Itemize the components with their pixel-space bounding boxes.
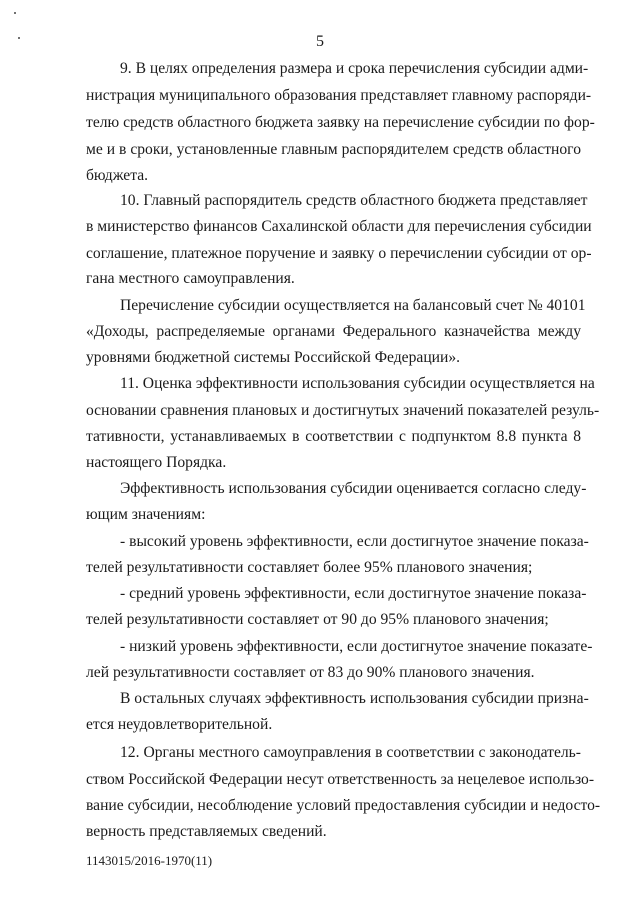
text-line: Перечисление субсидии осуществляется на балансовый счет № 40101: [120, 297, 586, 314]
text-line: телю средств областного бюджета заявку на перечисление субсидии по фор-: [86, 114, 595, 131]
text-line: соглашение, платежное поручение и заявку о перечислении субсидии от ор-: [86, 245, 592, 262]
text-line: тативности, устанавливаемых в соответствии с подпунктом 8.8 пункта 8: [86, 428, 581, 445]
scan-speck: [14, 12, 16, 14]
text-line: лей результативности составляет от 83 до 90% планового значения.: [86, 664, 535, 681]
text-line: телей результативности составляет от 90 до 95% планового значения;: [86, 611, 549, 628]
text-line: - низкий уровень эффективности, если достигнутое значение показате-: [120, 638, 593, 655]
page-number: 5: [316, 33, 324, 50]
text-line: Эффективность использования субсидии оценивается согласно следу-: [120, 480, 587, 497]
text-line: телей результативности составляет более 95% планового значения;: [86, 559, 533, 576]
text-line: 12. Органы местного самоуправления в соответствии с законодатель-: [120, 744, 581, 761]
text-line: ме и в сроки, установленные главным распорядителем средств областного: [86, 141, 581, 158]
text-line: уровнями бюджетной системы Российской Федерации».: [86, 349, 461, 366]
text-line: гана местного самоуправления.: [86, 270, 295, 287]
text-line: В остальных случаях эффективность использования субсидии призна-: [120, 690, 589, 707]
text-line: ется неудовлетворительной.: [86, 716, 273, 733]
text-line: вание субсидии, несоблюдение условий предоставления субсидии и недосто-: [86, 797, 601, 814]
text-line: в министерство финансов Сахалинской области для перечисления субсидии: [86, 218, 592, 235]
text-line: 10. Главный распорядитель средств областного бюджета представляет: [120, 192, 588, 209]
text-line: ющим значениям:: [86, 506, 206, 523]
text-line: - средний уровень эффективности, если достигнутое значение показа-: [120, 585, 587, 602]
text-line: основании сравнения плановых и достигнутых значений показателей резуль-: [86, 402, 600, 419]
text-line: бюджета.: [86, 167, 149, 184]
document-code: 1143015/2016-1970(11): [86, 853, 213, 868]
text-line: 11. Оценка эффективности использования субсидии осуществляется на: [120, 375, 595, 392]
text-line: 9. В целях определения размера и срока перечисления субсидии адми-: [120, 60, 589, 77]
text-line: «Доходы, распределяемые органами Федерального казначейства между: [86, 323, 581, 340]
text-line: настоящего Порядка.: [86, 454, 227, 471]
text-line: ством Российской Федерации несут ответственность за нецелевое использо-: [86, 771, 595, 788]
text-line: верность представляемых сведений.: [86, 823, 327, 840]
text-line: нистрация муниципального образования представляет главному распоряди-: [86, 87, 592, 104]
text-line: - высокий уровень эффективности, если достигнутое значение показа-: [120, 533, 589, 550]
